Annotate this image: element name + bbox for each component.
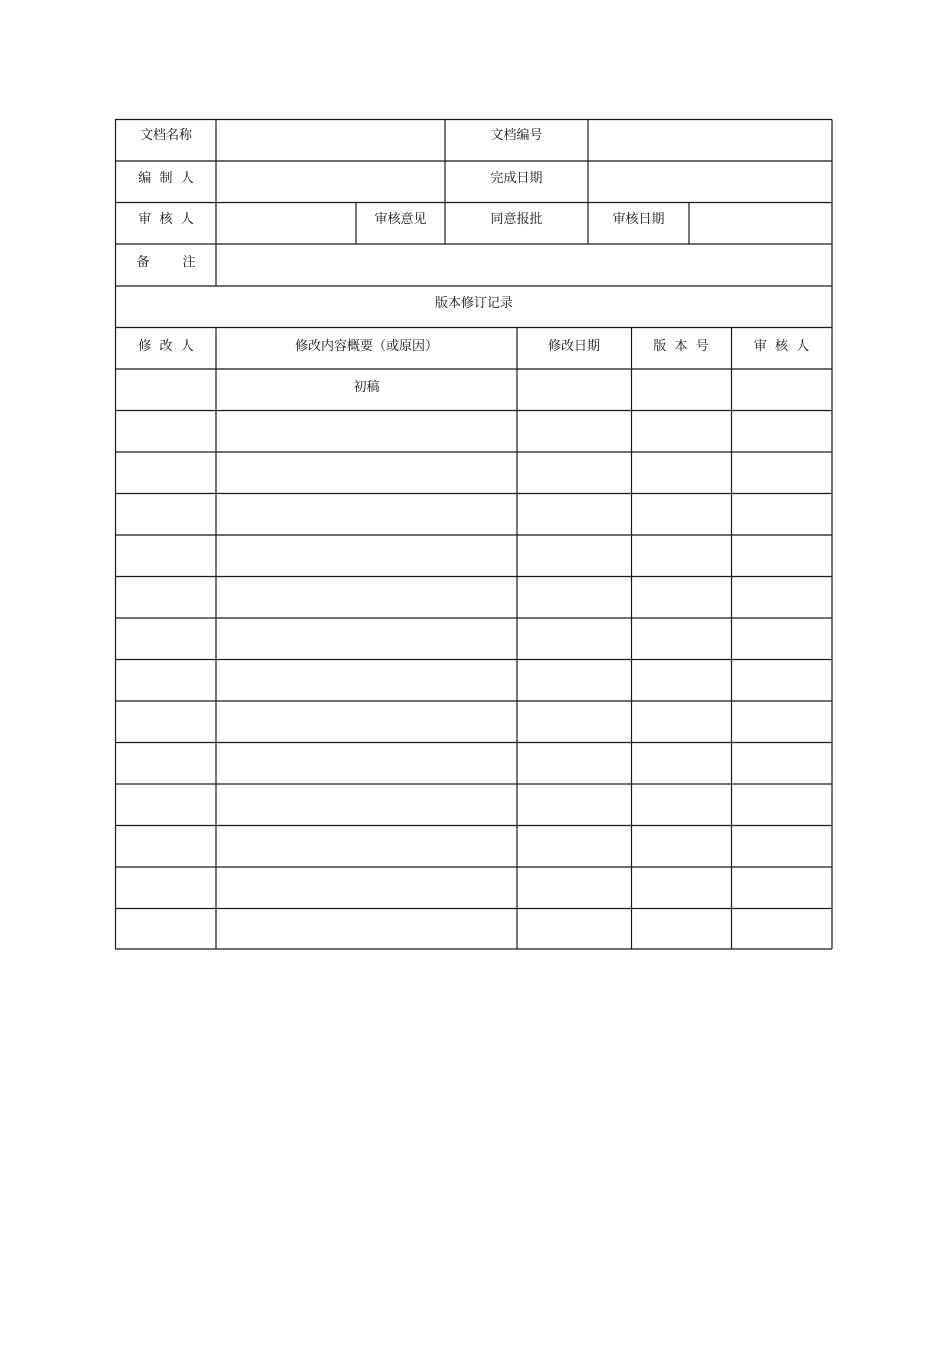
author-value[interactable] <box>216 161 445 202</box>
revision-row-1-reviewer[interactable] <box>731 369 832 405</box>
doc-no-value[interactable] <box>588 120 832 161</box>
header-modifier: 修 改 人 <box>138 339 194 354</box>
header-change-summary: 修改内容概要（或原因） <box>294 339 438 354</box>
remark-label: 备 注 <box>136 254 196 270</box>
reviewer-label: 审 核 人 <box>138 212 194 227</box>
header-reviewer: 审 核 人 <box>753 339 810 354</box>
doc-name-label: 文档名称 <box>139 128 192 143</box>
revision-row-1-summary[interactable]: 初稿 <box>353 379 380 395</box>
revision-row-1-date[interactable] <box>517 369 631 405</box>
header-change-date: 修改日期 <box>547 339 600 354</box>
review-opinion-label: 审核意见 <box>374 212 427 227</box>
reviewer-value[interactable] <box>216 202 356 244</box>
done-date-value[interactable] <box>588 161 832 202</box>
review-opinion-value[interactable]: 同意报批 <box>490 212 543 227</box>
done-date-label: 完成日期 <box>490 171 543 186</box>
doc-no-label: 文档编号 <box>490 128 543 143</box>
doc-name-value[interactable] <box>216 120 445 161</box>
revision-record-title: 版本修订记录 <box>434 296 513 311</box>
header-version-no: 版 本 号 <box>653 339 709 354</box>
review-date-value[interactable] <box>689 202 832 244</box>
revision-row-1-modifier[interactable] <box>116 369 216 405</box>
review-date-label: 审核日期 <box>612 212 665 227</box>
author-label: 编 制 人 <box>138 171 194 186</box>
remark-value[interactable] <box>216 244 832 286</box>
revision-row-1-version[interactable] <box>631 369 731 405</box>
